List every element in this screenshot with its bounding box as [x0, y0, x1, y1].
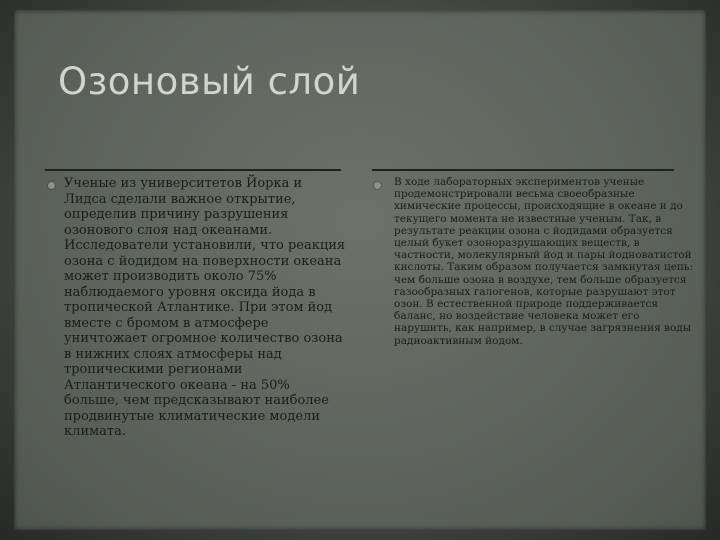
- slide-title: Озоновый слой: [58, 60, 361, 103]
- bullet-icon: [374, 182, 381, 189]
- right-column-paragraph: В ходе лабораторных экспериментов ученые продемонстрировали весьма своеобразные химические процессы, происходящие в океане и до текущего момента не известные ученым. Так, в результате реакции озона с йодидами образуется целый букет озоноразрушающих веществ, в частности, молекулярный йод и пары йодноватистой кислоты. Таким образом получается замкнутая цепь: чем больше озона в воздухе, тем больше образуется газообразных галогенов, которые разрушают этот озон. В естественной природе поддерживается баланс, но воздействие человека может его нарушить, как например, в случае загрязнения воды радиоактивным йодом.: [394, 176, 694, 347]
- right-column-divider: [372, 169, 674, 171]
- bullet-icon: [48, 182, 55, 189]
- left-column-divider: [45, 169, 341, 171]
- left-column-paragraph: Ученые из университетов Йорка и Лидса сделали важное открытие, определив причину разрушения озонового слоя над океанами. Исследователи установили, что реакция озона с йодидом на поверхности океана может производить около 75% наблюдаемого уровня оксида йода в тропической Атлантике. При этом йод вместе с бромом в атмосфере уничтожает огромное количество озона в нижних слоях атмосферы над тропическими регионами Атлантического океана - на 50% больше, чем предсказывают наиболее продвинутые климатические модели климата.: [64, 176, 346, 439]
